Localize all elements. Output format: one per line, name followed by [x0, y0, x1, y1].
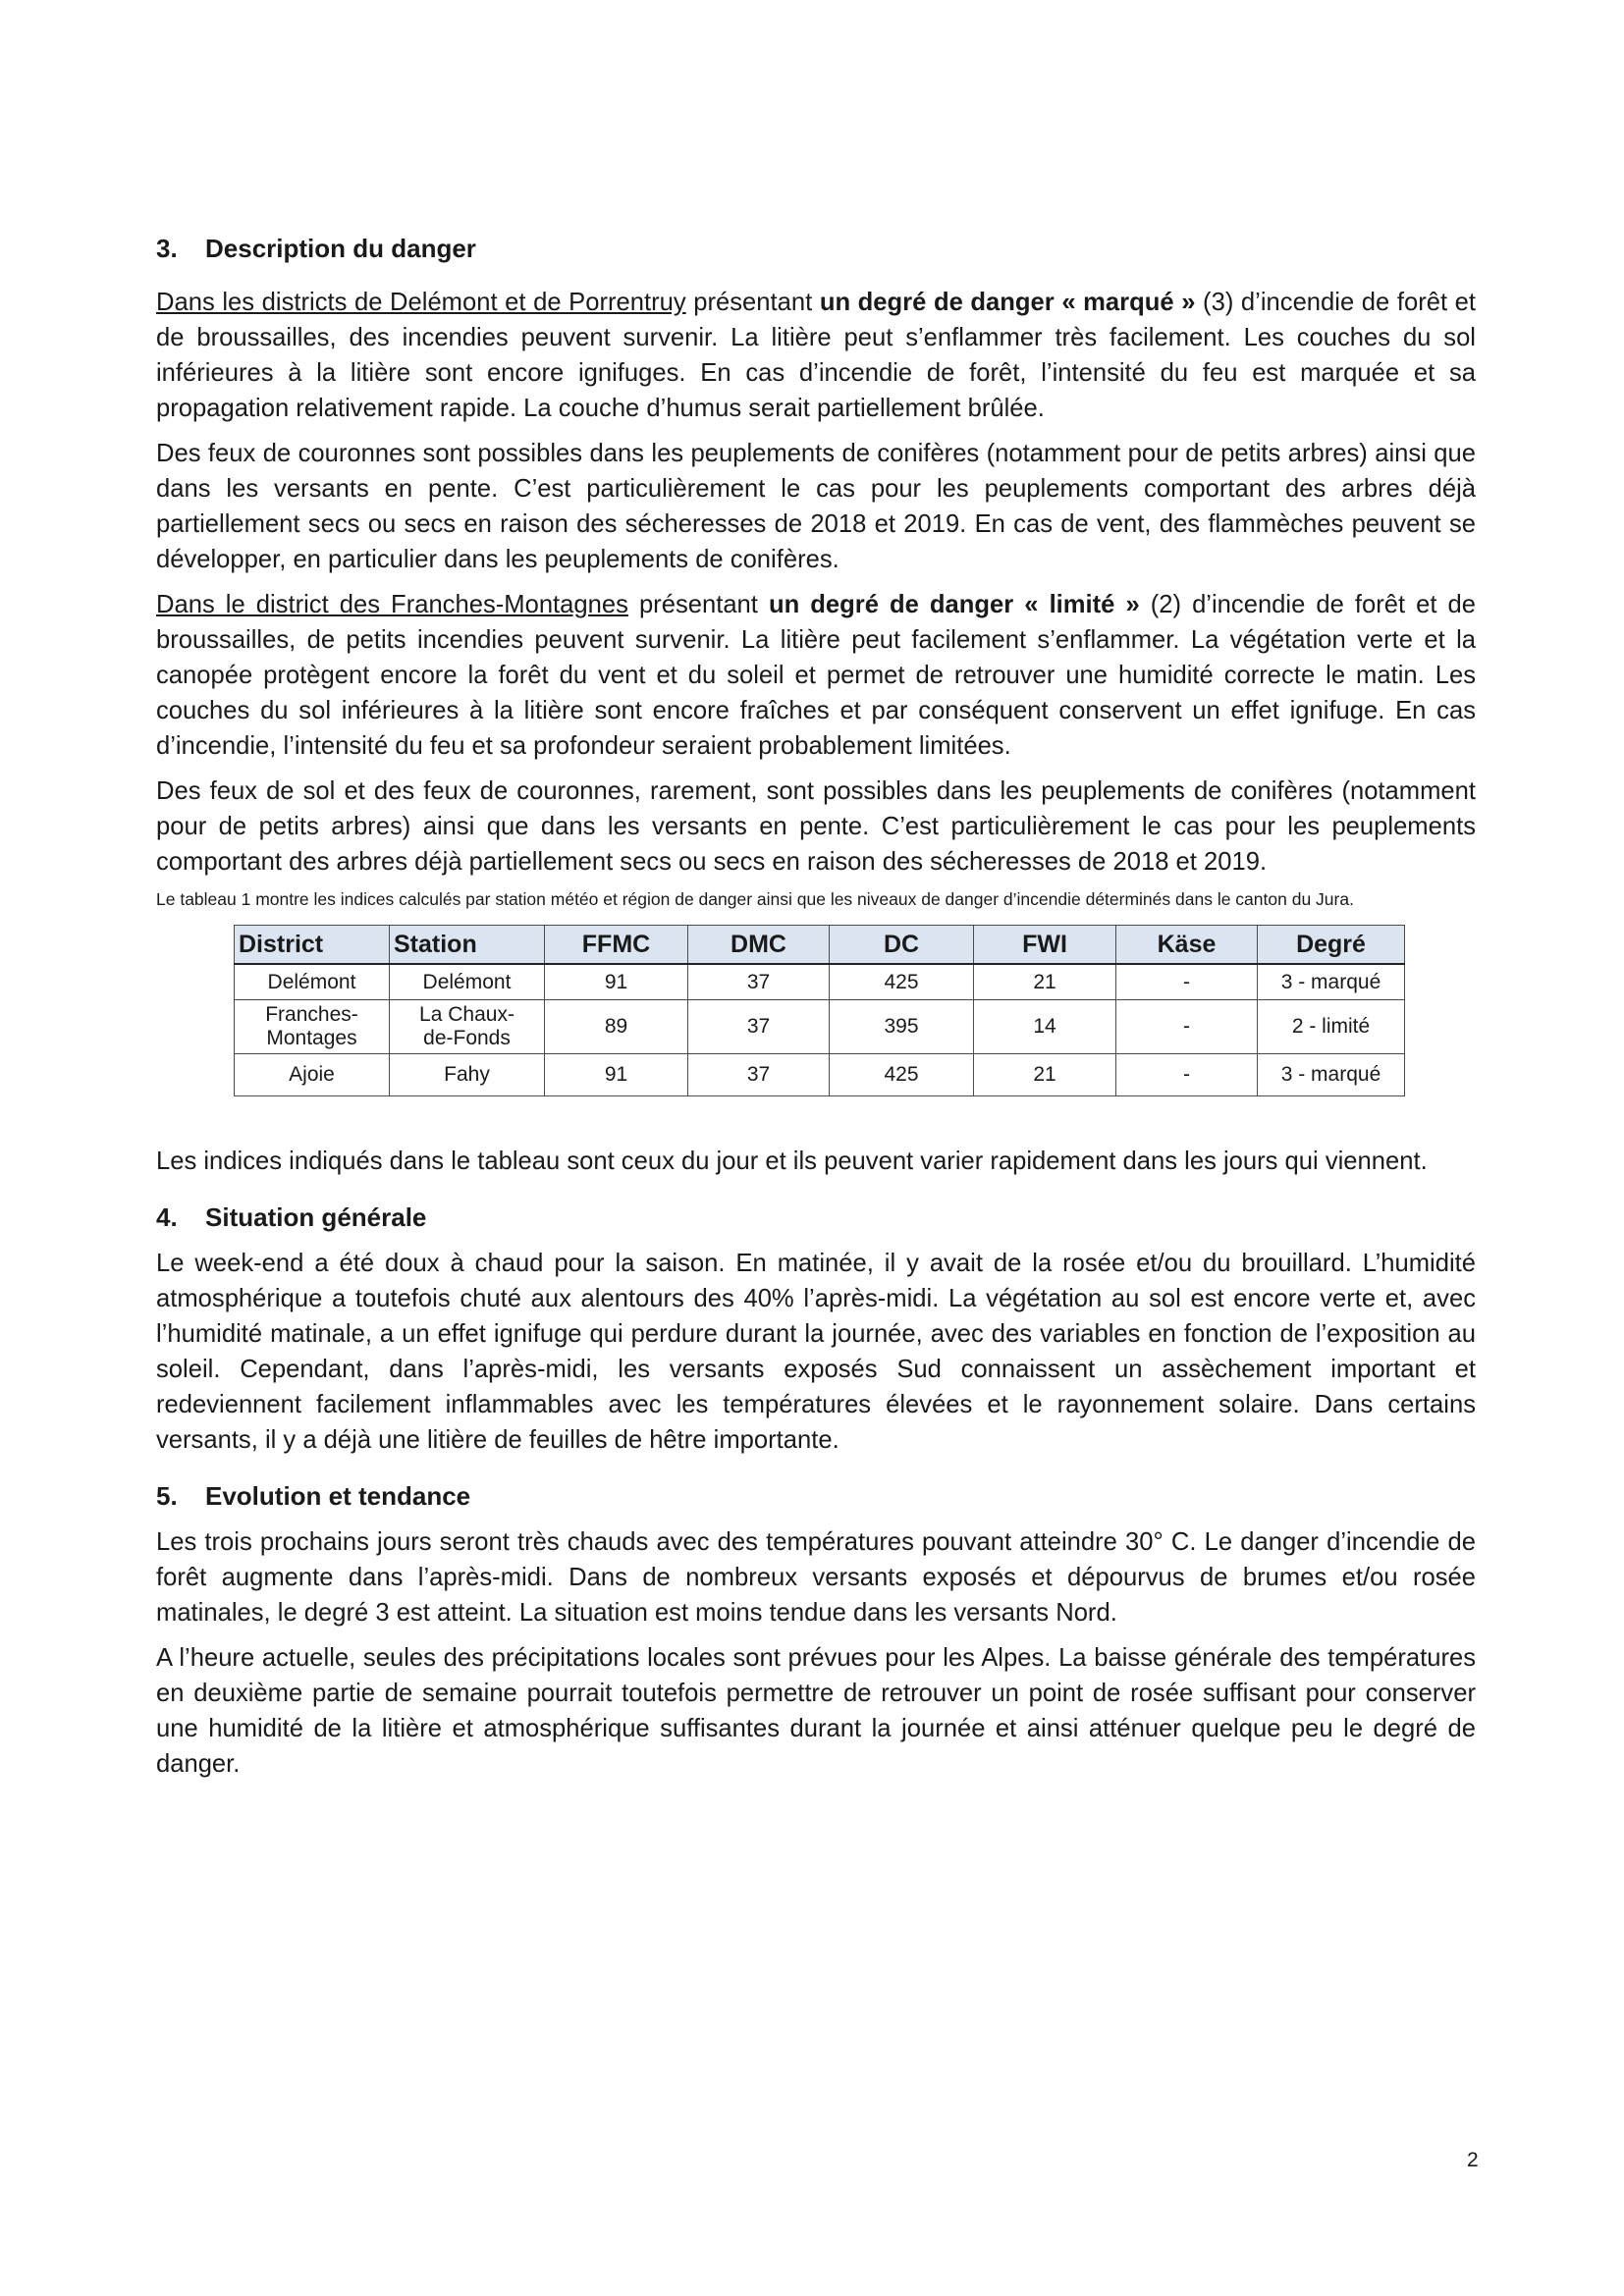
underlined-text: Dans le district des Franches-Montagnes — [156, 591, 628, 618]
section-number: 4. — [156, 1202, 178, 1232]
table-cell: - — [1116, 964, 1258, 1000]
table-header-row — [235, 926, 1405, 965]
paragraph: Les trois prochains jours seront très chauds avec des températures pouvant atteindre 30° C. Le danger d’incendie de forêt augmente dans l’après-midi. Dans de nombreux versants exposés et dépourvus de brumes et/ou rosée matinales, le degré 3 est atteint. La situation est moins tendue dans les versants Nord. — [156, 1528, 1476, 1627]
danger-table — [234, 925, 1405, 1096]
table-header: District — [235, 926, 390, 965]
table-header: FWI — [974, 926, 1116, 965]
table-row — [235, 1000, 1405, 1054]
paragraph: A l’heure actuelle, seules des précipitations locales sont prévues pour les Alpes. La baisse générale des températures en deuxième partie de semaine pourrait toutefois permettre de retrouver un point de rosée suffisant pour conserver une humidité de la litière et atmosphérique suffisantes durant la journée et ainsi atténuer quelque peu le degré de danger. — [156, 1644, 1476, 1778]
table-cell: 395 — [830, 1000, 974, 1054]
text: présentant — [627, 591, 769, 618]
section-4-heading — [156, 1201, 1476, 1234]
section-title: Evolution et tendance — [205, 1481, 471, 1511]
table-cell: 91 — [545, 964, 688, 1000]
table-header: FFMC — [545, 926, 688, 965]
table-cell: Ajoie — [235, 1054, 390, 1096]
table-cell: 3 - marqué — [1258, 1054, 1405, 1096]
table-cell: Franches- Montages — [235, 1000, 390, 1054]
table-row — [235, 964, 1405, 1000]
underlined-text: Dans les districts de Delémont et de Porrentruy — [156, 289, 686, 316]
table-cell: 37 — [688, 964, 830, 1000]
text: (2) d’incendie de forêt et de broussailles, de petits incendies peuvent survenir. La litière peut facilement s’enflammer. La végétation verte et la canopée protègent encore la forêt du vent et du soleil et permet de retrouver une humidité correcte le matin. Les couches du sol inférieures à la litière sont encore fraîches et par conséquent conservent un effet ignifuge. En cas d’incendie, l’intensité du feu et sa profondeur seraient probablement limitées. — [156, 591, 1477, 760]
section-3-heading — [156, 232, 1476, 265]
section-title: Description du danger — [205, 234, 476, 263]
table-cell: 14 — [974, 1000, 1116, 1054]
paragraph — [156, 285, 1476, 426]
table-header: Käse — [1116, 926, 1258, 965]
table-header: Station — [390, 926, 545, 965]
section-number: 3. — [156, 234, 178, 263]
page-content — [156, 232, 1476, 1782]
paragraph: Des feux de couronnes sont possibles dans les peuplements de conifères (notamment pour de petits arbres) ainsi que dans les versants en pente. C’est particulièrement le cas pour les peuplements comportant des arbres déjà partiellement secs ou secs en raison des sécheresses de 2018 et 2019. En cas de vent, des flammèches peuvent se développer, en particulier dans les peuplements de conifères. — [156, 440, 1476, 573]
table-header: Degré — [1258, 926, 1405, 965]
table-cell: 425 — [830, 964, 974, 1000]
table-cell: 3 - marqué — [1258, 964, 1405, 1000]
table-cell: - — [1116, 1000, 1258, 1054]
table-cell: 89 — [545, 1000, 688, 1054]
paragraph: Le week-end a été doux à chaud pour la saison. En matinée, il y avait de la rosée et/ou du brouillard. L’humidité atmosphérique a toutefois chuté aux alentours des 40% l’après-midi. La végétation au sol est encore verte et, avec l’humidité matinale, a un effet ignifuge qui perdure durant la journée, avec des variables en fonction de l’exposition au soleil. Cependant, dans l’après-midi, les versants exposés Sud connaissent un assèchement important et redeviennent facilement inflammables avec les températures élevées et le rayonnement solaire. Dans certains versants, il y a déjà une litière de feuilles de hêtre importante. — [156, 1250, 1476, 1454]
section-5-heading — [156, 1479, 1476, 1513]
table-cell: Fahy — [390, 1054, 545, 1096]
text: présentant — [685, 289, 820, 316]
table-cell: 2 - limité — [1258, 1000, 1405, 1054]
table-cell: 91 — [545, 1054, 688, 1096]
table-cell: 37 — [688, 1000, 830, 1054]
table-header: DC — [830, 926, 974, 965]
table-cell: La Chaux- de-Fonds — [390, 1000, 545, 1054]
paragraph: Des feux de sol et des feux de couronnes, rarement, sont possibles dans les peuplements de conifères (notamment pour de petits arbres) ainsi que dans les versants en pente. C’est particulièrement le cas pour les peuplements comportant des arbres déjà partiellement secs ou secs en raison des sécheresses de 2018 et 2019. — [156, 777, 1476, 876]
paragraph: Les indices indiqués dans le tableau sont ceux du jour et ils peuvent varier rapidement dans les jours qui viennent. — [156, 1148, 1428, 1175]
table-cell: Delémont — [235, 964, 390, 1000]
paragraph — [156, 587, 1476, 764]
table-cell: 21 — [974, 1054, 1116, 1096]
table-cell: Delémont — [390, 964, 545, 1000]
text: (3) d’incendie de forêt et de broussailles, des incendies peuvent survenir. La litière peut s’enflammer très facilement. Les couches du sol inférieures à la litière sont encore ignifuges. En cas d’incendie de forêt, l’intensité du feu est marquée et sa propagation relativement rapide. La couche d’humus serait partiellement brûlée. — [156, 289, 1477, 422]
table-header: DMC — [688, 926, 830, 965]
section-number: 5. — [156, 1481, 178, 1511]
table-caption: Le tableau 1 montre les indices calculés par station météo et région de danger ainsi que les niveaux de danger d’incendie déterminés dans le canton du Jura. — [156, 889, 1354, 909]
page-number: 2 — [1467, 2149, 1479, 2171]
section-title: Situation générale — [205, 1202, 427, 1232]
table-cell: 425 — [830, 1054, 974, 1096]
table-cell: - — [1116, 1054, 1258, 1096]
table-cell: 21 — [974, 964, 1116, 1000]
bold-text: un degré de danger « limité » — [768, 591, 1140, 618]
table-cell: 37 — [688, 1054, 830, 1096]
table-row — [235, 1054, 1405, 1096]
bold-text: un degré de danger « marqué » — [819, 289, 1196, 316]
